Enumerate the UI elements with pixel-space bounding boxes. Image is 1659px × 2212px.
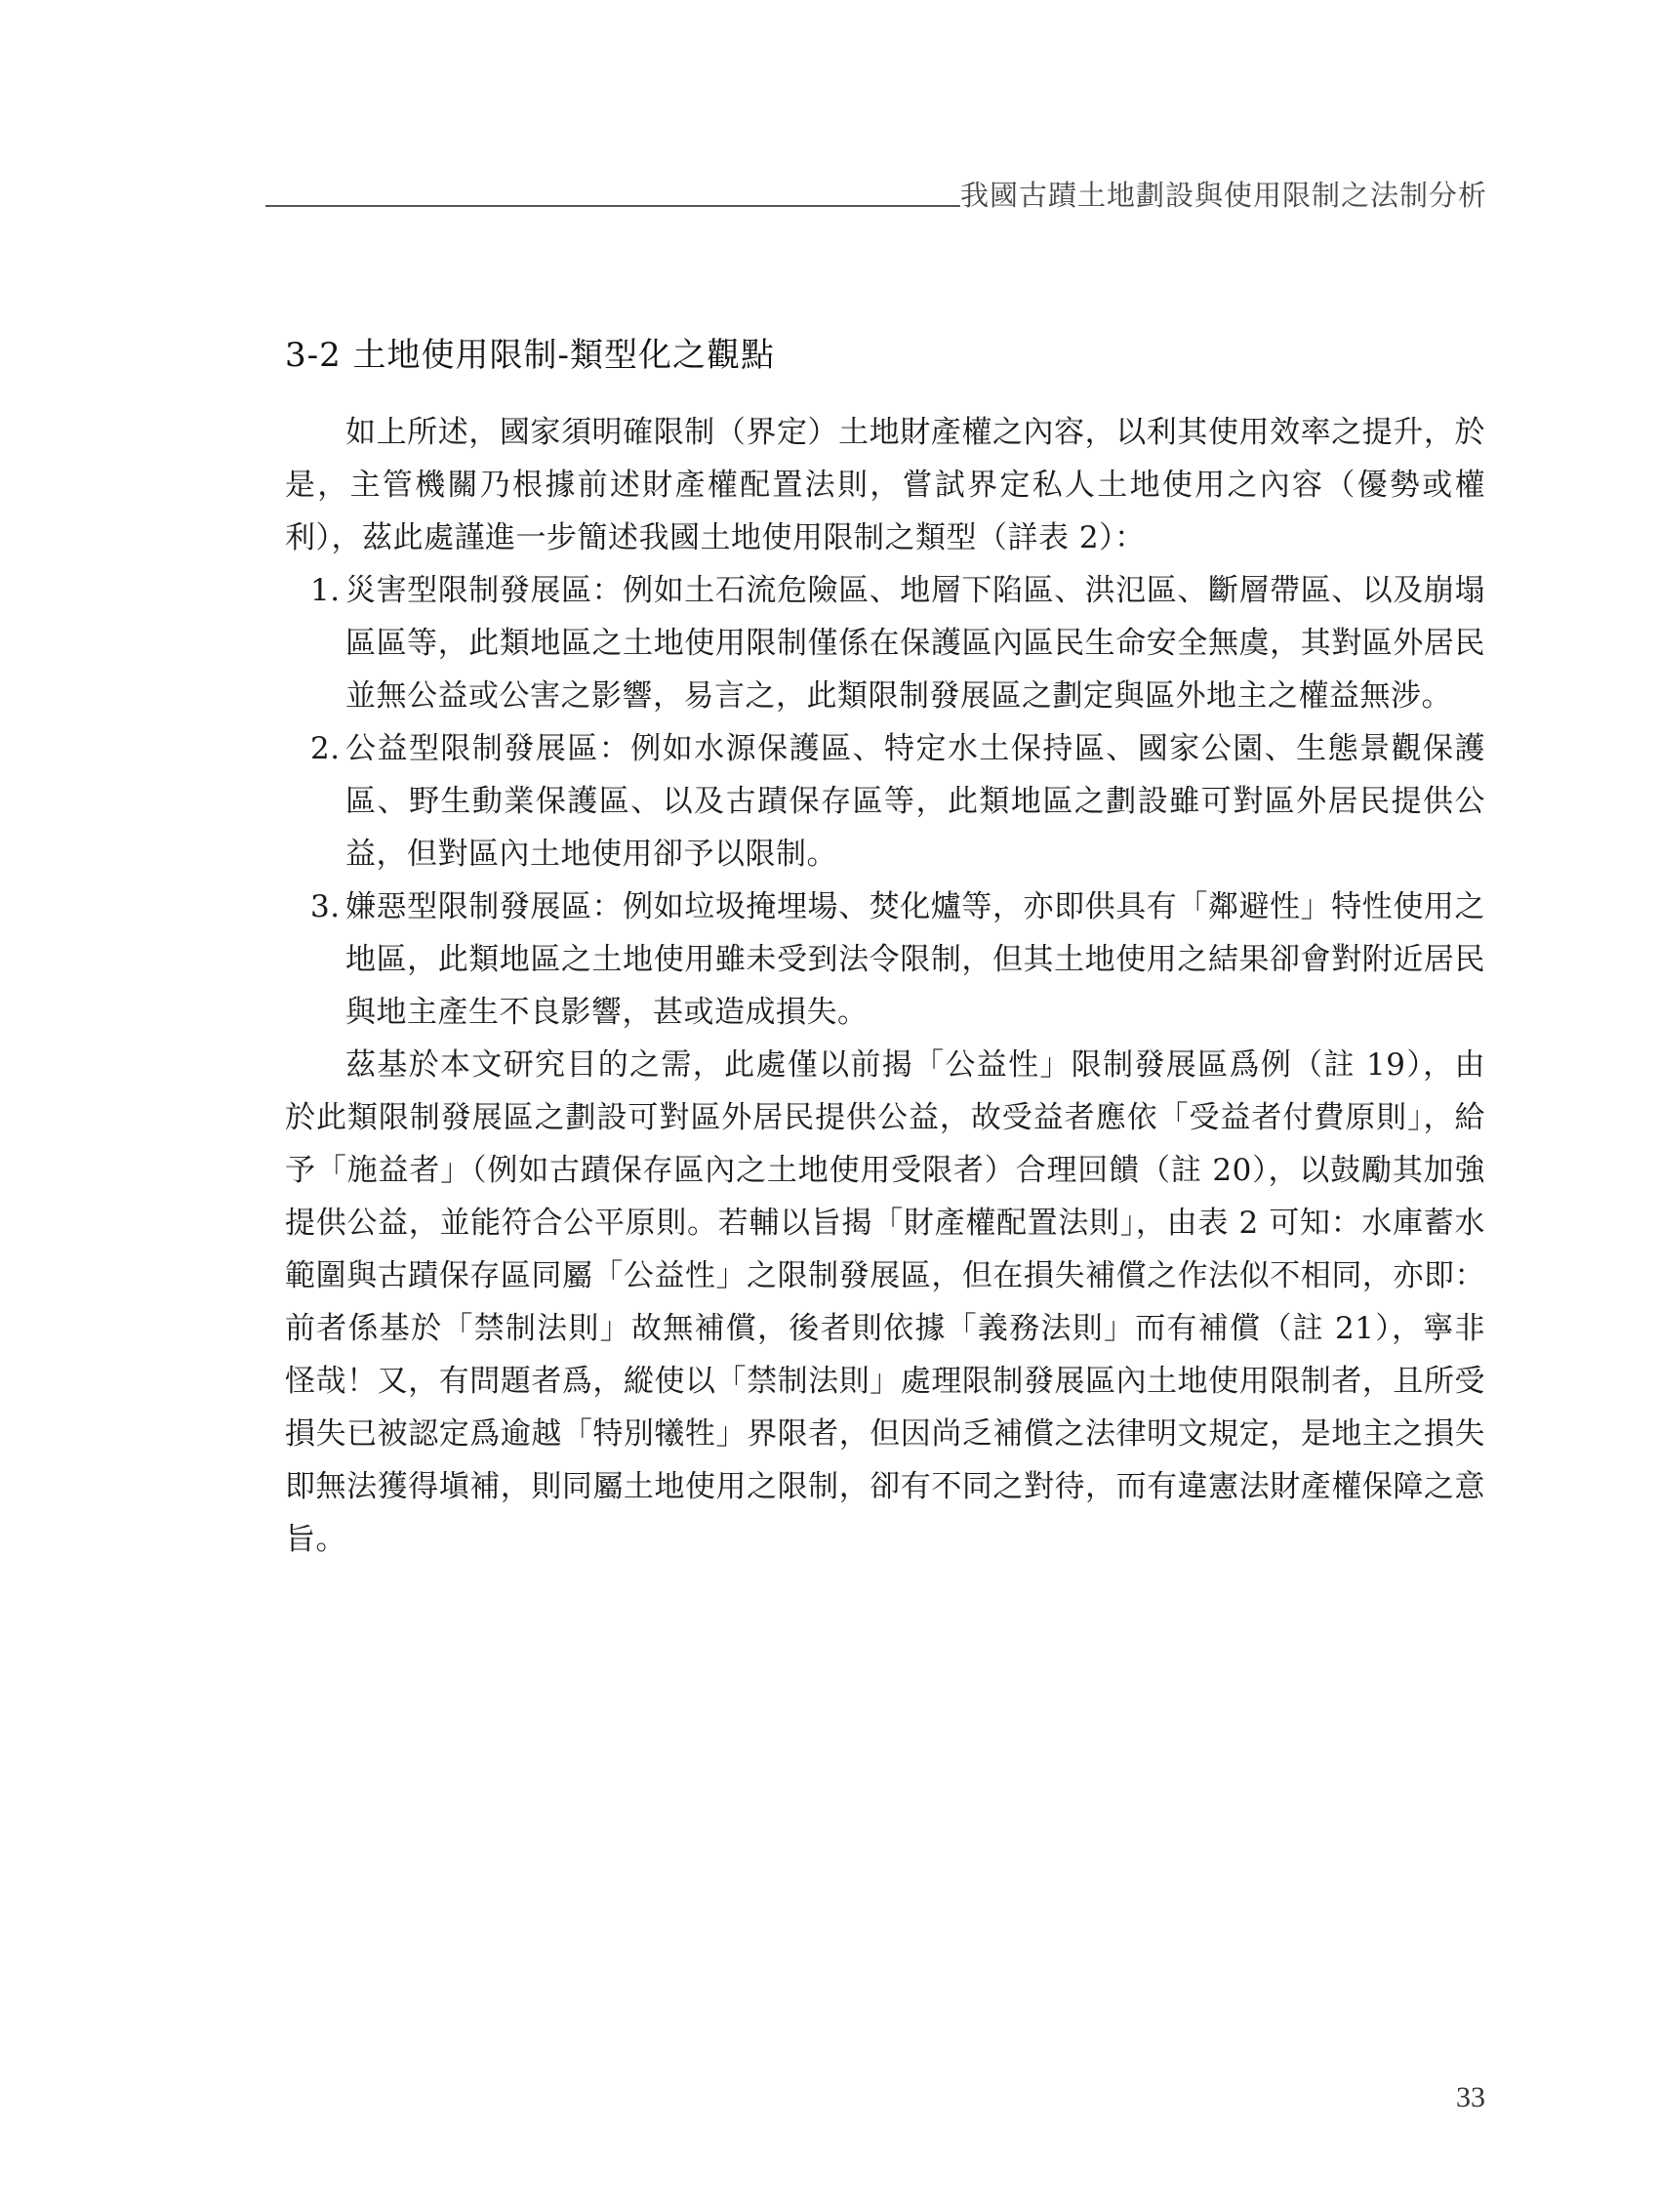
intro-paragraph: 如上所述，國家須明確限制（界定）土地財產權之內容，以利其使用效率之提升，於是，主管機關乃根據前述財產權配置法則，嘗試界定私人土地使用之內容（優勢或權利），茲此處謹進一步簡述我國土地使用限制之類型（詳表 2）： <box>285 415 1485 555</box>
page-number: 33 <box>1456 2081 1485 2113</box>
list-item-number: 3. <box>310 889 341 924</box>
list-item-text: 災害型限制發展區：例如土石流危險區、地層下陷區、洪氾區、斷層帶區、以及崩塌區區等，此類地區之土地使用限制僅係在保護區內區民生命安全無虞，其對區外居民並無公益或公害之影響，易言之，此類限制發展區之劃定與區外地主之權益無涉。 <box>345 573 1485 714</box>
list-item-number: 2. <box>310 731 341 766</box>
main-content <box>285 328 1485 1566</box>
list-item-text: 嫌惡型限制發展區：例如垃圾掩埋場、焚化爐等，亦即供具有「鄰避性」特性使用之地區，此類地區之土地使用雖未受到法令限制，但其土地使用之結果卻會對附近居民與地主產生不良影響，甚或造成損失。 <box>345 889 1485 1030</box>
list-item <box>285 564 1485 722</box>
list-item <box>285 722 1485 881</box>
list-item <box>285 881 1485 1039</box>
running-header <box>265 174 1487 217</box>
conclusion-paragraph: 茲基於本文研究目的之需，此處僅以前揭「公益性」限制發展區爲例（註 19），由於此類限制發展區之劃設可對區外居民提供公益，故受益者應依「受益者付費原則」，給予「施益者」（例如古蹟保存區內之土地使用受限者）合理回饋（註 20），以鼓勵其加強提供公益，並能符合公平原則。若輔以旨揭「財產權配置法則」，由表 2 可知：水庫蓄水範圍與古蹟保存區同屬「公益性」之限制發展區，但在損失補償之作法似不相同，亦即：前者係基於「禁制法則」故無補償，後者則依據「義務法則」而有補償（註 21），寧非怪哉！又，有問題者爲，縱使以「禁制法則」處理限制發展區內土地使用限制者，且所受損失已被認定爲逾越「特別犧牲」界限者，但因尚乏補償之法律明文規定，是地主之損失即無法獲得塡補，則同屬土地使用之限制，卻有不同之對待，而有違憲法財產權保障之意旨。 <box>285 1047 1485 1557</box>
list-item-number: 1. <box>310 573 341 608</box>
section-heading: 3-2 土地使用限制-類型化之觀點 <box>285 336 776 375</box>
restriction-type-list <box>285 564 1485 1039</box>
list-item-text: 公益型限制發展區：例如水源保護區、特定水土保持區、國家公園、生態景觀保護區、野生動業保護區、以及古蹟保存區等，此類地區之劃設雖可對區外居民提供公益，但對區內土地使用卻予以限制。 <box>345 731 1485 872</box>
running-header-title: 我國古蹟土地劃設與使用限制之法制分析 <box>959 179 1487 212</box>
header-rule <box>265 205 960 207</box>
